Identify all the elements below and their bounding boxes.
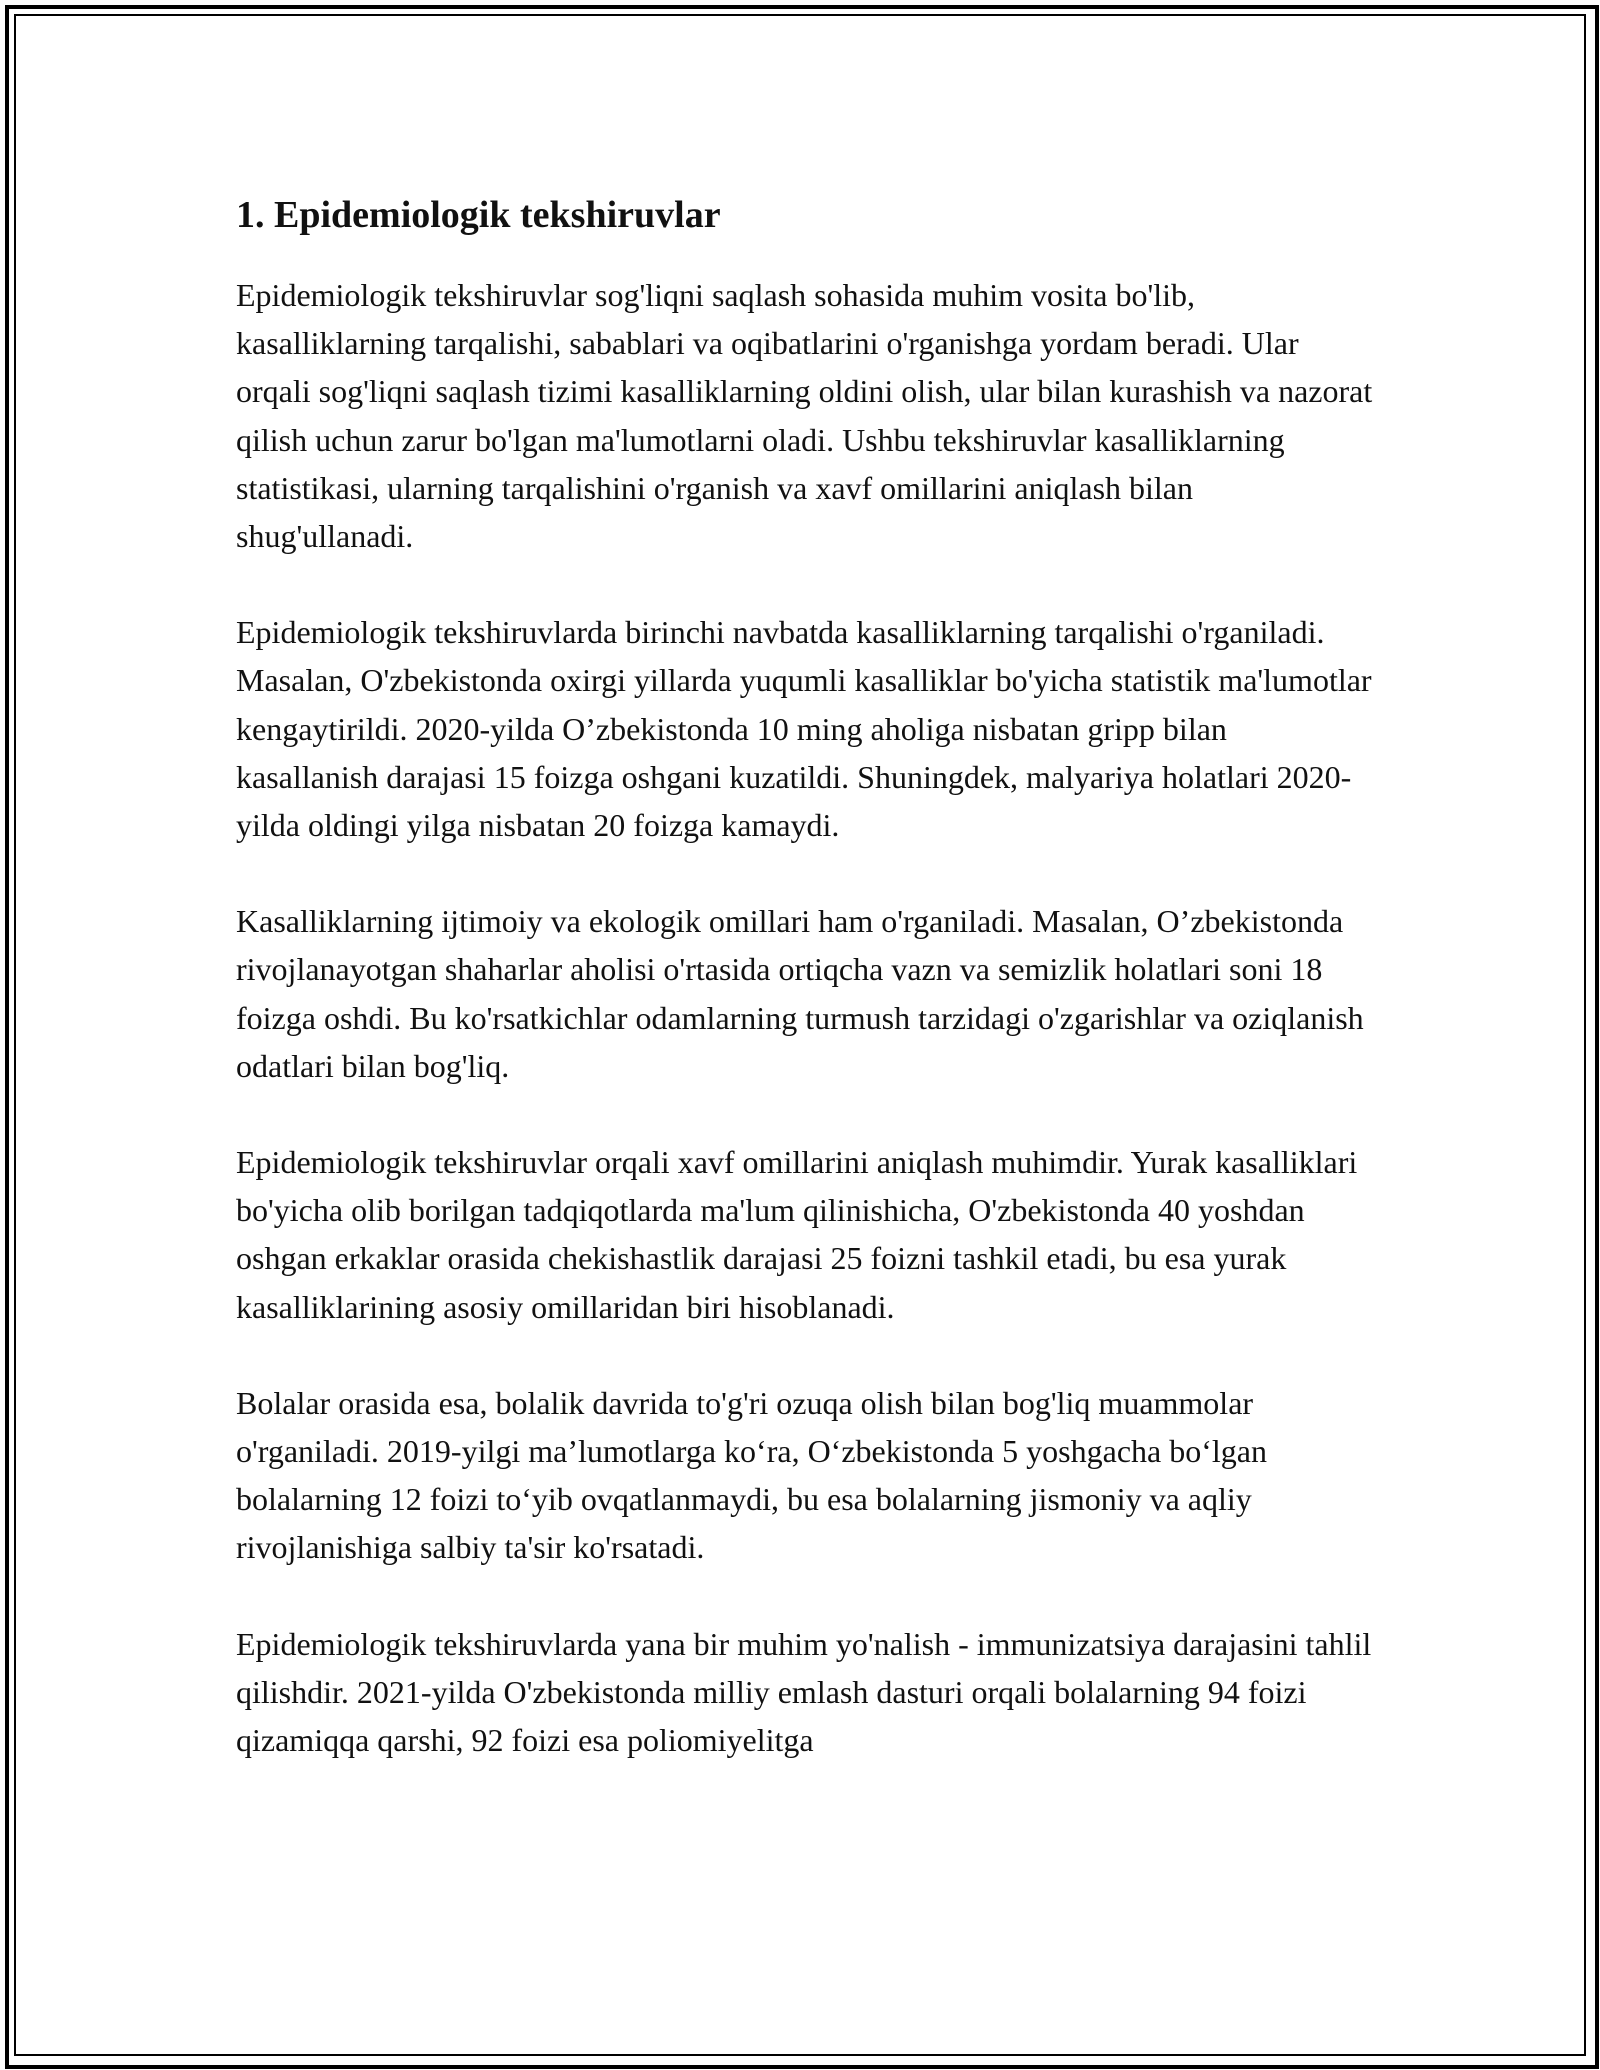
paragraph-immunization: Epidemiologik tekshiruvlarda yana bir muhim yo'nalish - immunizatsiya darajasini tahlil qilishdir. 2021-yilda O'zbekistonda milliy emlash dasturi orqali bolalarning 94 foizi qizamiqqa qarshi, 92 foizi esa poliomiyelitga bbox=[236, 1625, 1372, 1759]
paragraph-risk-factors: Epidemiologik tekshiruvlar orqali xavf omillarini aniqlash muhimdir. Yurak kasalliklari bo'yicha olib borilgan tadqiqotlarda ma'lum qilinishicha, O'zbekistonda 40 yoshdan oshgan erkaklar orasida chekishastlik darajasi 25 foizni tashkil etadi, bu esa yurak kasalliklarining asosiy omillaridan biri hisoblanadi. bbox=[236, 1144, 1358, 1325]
section-heading: 1. Epidemiologik tekshiruvlar bbox=[236, 194, 721, 236]
paragraph-disease-spread: Epidemiologik tekshiruvlarda birinchi navbatda kasalliklarning tarqalishi o'rganiladi. Masalan, O'zbekistonda oxirgi yillarda yuqumli kasalliklar bo'yicha statistik ma'lumotlar kengaytirildi. 2020-yilda O’zbekistonda 10 ming aholiga nisbatan gripp bilan kasallanish darajasi 15 foizga oshgani kuzatildi. Shuningdek, malyariya holatlari 2020-yilda oldingi yilga nisbatan 20 foizga kamaydi. bbox=[236, 614, 1372, 844]
paragraph-child-nutrition: Bolalar orasida esa, bolalik davrida to'g'ri ozuqa olish bilan bog'liq muammolar o'rganiladi. 2019-yilgi ma’lumotlarga ko‘ra, O‘zbekistonda 5 yoshgacha bo‘lgan bolalarning 12 foizi to‘yib ovqatlanmaydi, bu esa bolalarning jismoniy va aqliy rivojlanishiga salbiy ta'sir ko'rsatadi. bbox=[236, 1384, 1267, 1566]
paragraph-intro: Epidemiologik tekshiruvlar sog'liqni saqlash sohasida muhim vosita bo'lib, kasalliklarning tarqalishi, sabablari va oqibatlarini o'rganishga yordam beradi. Ular orqali sog'liqni saqlash tizimi kasalliklarning oldini olish, ular bilan kurashish va nazorat qilish uchun zarur bo'lgan ma'lumotlarni oladi. Ushbu tekshiruvlar kasalliklarning statistikasi, ularning tarqalishini o'rganish va xavf omillarini aniqlash bilan shug'ullanadi. bbox=[236, 277, 1373, 555]
paragraph-social-factors: Kasalliklarning ijtimoiy va ekologik omillari ham o'rganiladi. Masalan, O’zbekistonda rivojlanayotgan shaharlar aholisi o'rtasida ortiqcha vazn va semizlik holatlari soni 18 foizga oshdi. Bu ko'rsatkichlar odamlarning turmush tarzidagi o'zgarishlar va oziqlanish odatlari bilan bog'liq. bbox=[236, 903, 1364, 1084]
document-body bbox=[236, 185, 1376, 1812]
